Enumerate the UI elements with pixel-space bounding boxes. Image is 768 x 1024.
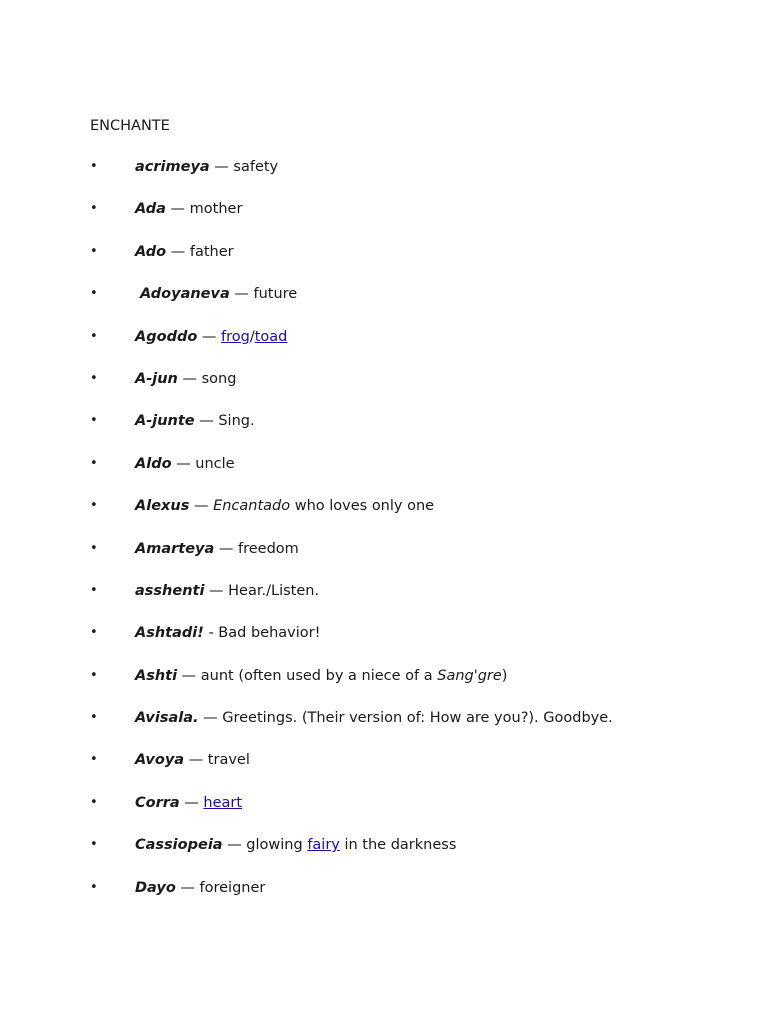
definition-text: who loves only one bbox=[290, 498, 435, 515]
entry-text bbox=[135, 157, 278, 177]
definition-text: — bbox=[179, 794, 204, 811]
definition-text: — safety bbox=[209, 159, 279, 175]
definition-text: / bbox=[249, 328, 255, 345]
entry-term: Amarteya bbox=[135, 540, 215, 557]
definition-text: — freedom bbox=[214, 540, 299, 557]
entry-text bbox=[135, 454, 235, 474]
bullet-icon: • bbox=[90, 370, 98, 386]
entry-text bbox=[135, 750, 250, 770]
bullet-icon: • bbox=[90, 243, 98, 259]
definition-text: — father bbox=[166, 243, 234, 260]
bullet-icon: • bbox=[90, 413, 98, 429]
definition-text: — foreigner bbox=[175, 879, 266, 896]
entry-term: Ashti bbox=[135, 667, 178, 684]
entry-text bbox=[135, 793, 242, 813]
entry-text bbox=[135, 496, 434, 516]
entry-term: Ashtadi! bbox=[135, 625, 204, 642]
entry-term: A-jun bbox=[135, 370, 178, 387]
entry-term: Corra bbox=[135, 794, 180, 811]
bullet-icon: • bbox=[90, 625, 98, 641]
bullet-icon: • bbox=[90, 455, 98, 471]
entry-term: Dayo bbox=[135, 879, 176, 896]
bullet-icon: • bbox=[90, 667, 98, 683]
definition-text: — song bbox=[177, 370, 237, 387]
definition-text: — travel bbox=[184, 752, 250, 769]
entry-text bbox=[135, 327, 287, 347]
entry-text bbox=[135, 708, 613, 728]
word-link[interactable]: frog bbox=[221, 328, 250, 345]
italic-text: Encantado bbox=[213, 498, 291, 515]
entry-text bbox=[135, 242, 234, 262]
entry-term: Avoya bbox=[135, 752, 185, 769]
italic-text: Sang'gre bbox=[437, 667, 502, 684]
definition-text: — mother bbox=[165, 201, 243, 218]
bullet-icon: • bbox=[90, 879, 98, 895]
entry-text bbox=[135, 539, 299, 559]
definition-text: — uncle bbox=[171, 455, 235, 472]
entry-text bbox=[135, 878, 265, 898]
definition-text: — Sing. bbox=[194, 413, 255, 430]
bullet-icon: • bbox=[90, 837, 98, 853]
bullet-icon: • bbox=[90, 498, 98, 514]
word-link[interactable]: fairy bbox=[307, 837, 340, 854]
entry-text bbox=[140, 284, 297, 304]
entry-term: A-junte bbox=[135, 413, 195, 430]
entry-text bbox=[135, 623, 320, 643]
entry-text bbox=[135, 835, 456, 855]
bullet-icon: • bbox=[90, 582, 98, 598]
entry-term: Alexus bbox=[135, 498, 190, 515]
definition-text: ) bbox=[501, 667, 508, 684]
definition-text: — aunt (often used by a niece of a bbox=[177, 667, 438, 684]
entry-term: acrimeya bbox=[135, 159, 210, 175]
entry-text bbox=[135, 411, 255, 431]
entry-term: Avisala. bbox=[135, 710, 199, 727]
word-link[interactable]: heart bbox=[203, 794, 243, 811]
bullet-icon: • bbox=[90, 540, 98, 556]
definition-text: - Bad behavior! bbox=[203, 625, 321, 642]
bullet-icon: • bbox=[90, 752, 98, 768]
bullet-icon: • bbox=[90, 159, 98, 174]
definition-text: — Greetings. (Their version of: How are you?). Goodbye. bbox=[198, 710, 613, 727]
definition-text: — glowing bbox=[222, 837, 308, 854]
bullet-icon: • bbox=[90, 201, 98, 217]
entry-text bbox=[135, 581, 319, 601]
bullet-icon: • bbox=[90, 794, 98, 810]
entry-term: asshenti bbox=[135, 582, 205, 599]
entry-text bbox=[135, 369, 236, 389]
entry-text bbox=[135, 199, 242, 219]
bullet-icon: • bbox=[90, 328, 98, 344]
entry-term: Cassiopeia bbox=[135, 837, 223, 854]
bullet-icon: • bbox=[90, 286, 98, 302]
definition-text: — future bbox=[229, 286, 298, 303]
entry-term: Adoyaneva bbox=[140, 286, 230, 303]
entry-text bbox=[135, 666, 507, 686]
definition-text: — Hear./Listen. bbox=[204, 582, 320, 599]
page-title: ENCHANTE bbox=[90, 118, 170, 134]
definition-text: — bbox=[189, 498, 214, 515]
entry-term: Ado bbox=[135, 243, 167, 260]
entry-term: Aldo bbox=[135, 455, 172, 472]
entry-term: Ada bbox=[135, 201, 166, 218]
entry-term: Agoddo bbox=[135, 328, 198, 345]
definition-text: — bbox=[197, 328, 222, 345]
word-link[interactable]: toad bbox=[254, 328, 288, 345]
bullet-icon: • bbox=[90, 710, 98, 726]
definition-text: in the darkness bbox=[339, 837, 457, 854]
